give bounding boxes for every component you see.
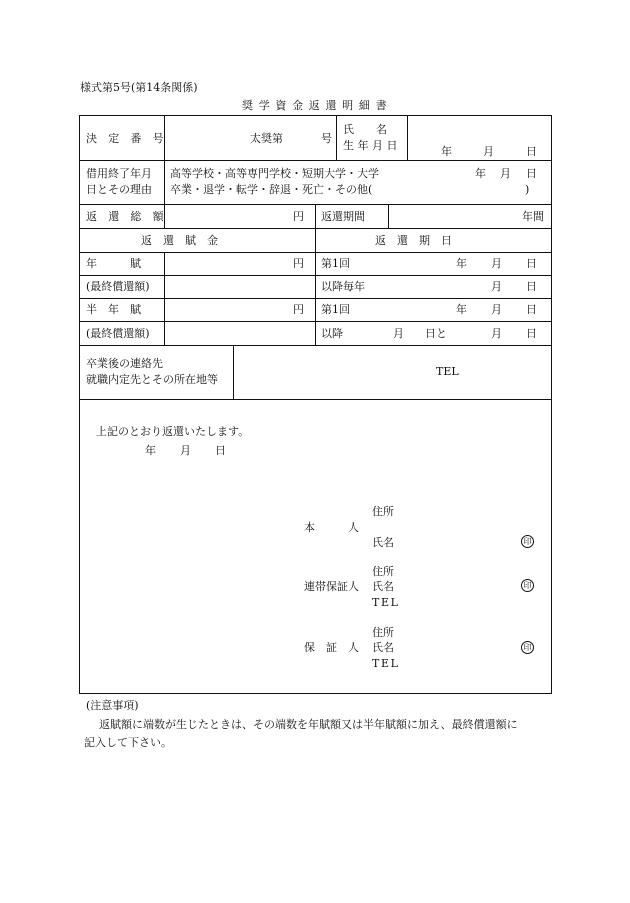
every-year-label: 以降毎年: [321, 280, 365, 293]
period-label: 返還期間: [321, 210, 365, 223]
annual-first-day-unit: 日: [526, 257, 537, 270]
notes-text-line1: 返賦額に端数が生じたときは、その端数を年賦額又は半年賦額に加え、最終償還額に: [99, 718, 518, 731]
after-month-unit: 月: [393, 327, 404, 340]
guarantor-label: 保 証 人: [304, 641, 359, 654]
principal-label: 本 人: [304, 521, 359, 534]
end-reasons: 卒業・退学・転学・辞退・死亡・その他(: [170, 183, 373, 196]
every-year-day-unit: 日: [526, 280, 537, 293]
semiannual-yen-unit: 円: [293, 303, 304, 316]
joint-guarantor-seal-icon: 印: [521, 579, 534, 592]
joint-guarantor-label: 連帯保証人: [304, 580, 359, 593]
loan-end-day-unit: 日: [526, 167, 537, 180]
notes-heading: (注意事項): [86, 699, 139, 712]
loan-end-month-unit: 月: [500, 167, 511, 180]
principal-address-label: 住所: [372, 505, 394, 518]
loan-end-label-2: 日とその理由: [86, 183, 152, 196]
guarantor-tel-label: TEL: [372, 657, 400, 670]
loan-end-label-1: 借用終了年月: [86, 167, 152, 180]
installment-header: 返 還 賦 金: [141, 234, 218, 247]
decision-number-label: 決 定 番 号: [86, 132, 168, 145]
every-year-month-unit: 月: [491, 280, 502, 293]
contact-tel: TEL: [436, 365, 459, 378]
period-years-unit: 年間: [522, 210, 544, 223]
guarantor-seal-icon: 印: [521, 641, 534, 654]
contact-label-1: 卒業後の連絡先: [86, 357, 163, 370]
total-amount-label: 返 還 総 額: [86, 210, 168, 223]
guarantor-name-label: 氏名: [372, 641, 394, 654]
due-date-header: 返 還 期 日: [375, 234, 452, 247]
annual-label: 年 賦: [86, 257, 141, 270]
pledge-date-day: 日: [215, 444, 226, 457]
form-title: 奨 学 資 金 返 還 明 細 書: [242, 99, 388, 112]
principal-seal-icon: 印: [521, 535, 534, 548]
after-day-unit: 日: [526, 327, 537, 340]
birth-month-unit: 月: [483, 145, 494, 158]
guarantor-address-label: 住所: [372, 626, 394, 639]
joint-guarantor-address-label: 住所: [372, 565, 394, 578]
loan-end-year-unit: 年: [475, 167, 486, 180]
total-yen-unit: 円: [293, 210, 304, 223]
after-day-and: 日と: [425, 327, 447, 340]
contact-label-2: 就職内定先とその所在地等: [86, 373, 218, 386]
birth-year-unit: 年: [441, 145, 452, 158]
semiannual-first-month-unit: 月: [491, 303, 502, 316]
birthdate-label: 生 年 月 日: [343, 139, 398, 152]
after-month-unit-2: 月: [491, 327, 502, 340]
annual-yen-unit: 円: [293, 257, 304, 270]
after-label: 以降: [321, 327, 343, 340]
birth-day-unit: 日: [526, 145, 537, 158]
notes-text-line2: 記入して下さい。: [84, 736, 172, 749]
annual-first-label: 第1回: [321, 257, 350, 270]
style-number: 様式第5号(第14条関係): [80, 81, 198, 94]
principal-name-label: 氏名: [372, 536, 394, 549]
decision-prefix: 太奨第: [250, 132, 283, 145]
close-paren: ): [525, 183, 530, 196]
joint-guarantor-tel-label: TEL: [372, 596, 400, 609]
semiannual-label: 半 年 賦: [86, 303, 141, 316]
semiannual-first-day-unit: 日: [526, 303, 537, 316]
annual-first-month-unit: 月: [491, 257, 502, 270]
semiannual-final-label: (最終償還額): [86, 327, 150, 340]
decision-suffix: 号: [321, 132, 332, 145]
annual-first-year-unit: 年: [456, 257, 467, 270]
pledge-date-month: 月: [180, 444, 191, 457]
semiannual-first-year-unit: 年: [456, 303, 467, 316]
pledge-date-year: 年: [145, 444, 156, 457]
joint-guarantor-name-label: 氏名: [372, 580, 394, 593]
semiannual-first-label: 第1回: [321, 303, 350, 316]
school-types: 高等学校・高等専門学校・短期大学・大学: [170, 167, 379, 180]
name-label: 氏 名: [343, 123, 387, 136]
annual-final-label: (最終償還額): [86, 280, 150, 293]
pledge-statement: 上記のとおり返還いたします。: [96, 425, 250, 438]
